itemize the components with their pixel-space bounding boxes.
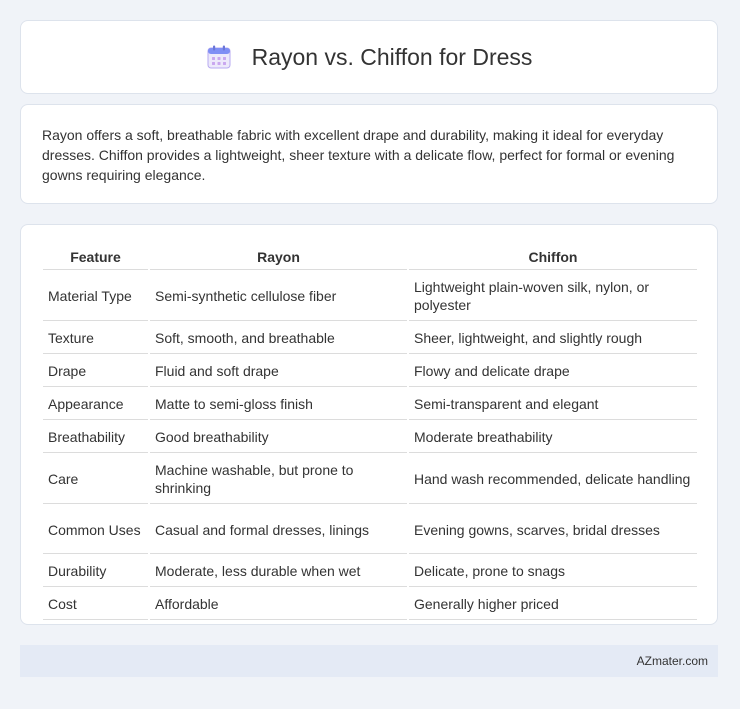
- comparison-table: [41, 243, 699, 622]
- chiffon-cell: Moderate breathability: [409, 422, 697, 453]
- intro-card: [20, 104, 718, 204]
- rayon-cell: Moderate, less durable when wet: [150, 556, 407, 587]
- rayon-cell: Machine washable, but prone to shrinking: [150, 455, 407, 504]
- rayon-cell: Soft, smooth, and breathable: [150, 323, 407, 354]
- rayon-cell: Matte to semi-gloss finish: [150, 389, 407, 420]
- feature-cell: Breathability: [43, 422, 148, 453]
- title-wrap: [206, 44, 533, 71]
- chiffon-cell: Semi-transparent and elegant: [409, 389, 697, 420]
- title-card: [20, 20, 718, 94]
- feature-cell: Common Uses: [43, 506, 148, 554]
- footer: [20, 645, 718, 677]
- table-row: [43, 272, 697, 321]
- feature-cell: Durability: [43, 556, 148, 587]
- chiffon-cell: Lightweight plain-woven silk, nylon, or polyester: [409, 272, 697, 321]
- rayon-cell: Casual and formal dresses, linings: [150, 506, 407, 554]
- header-feature: Feature: [43, 245, 148, 270]
- feature-cell: Appearance: [43, 389, 148, 420]
- table-row: [43, 556, 697, 587]
- table-row: [43, 323, 697, 354]
- chiffon-cell: Generally higher priced: [409, 589, 697, 620]
- table-row: [43, 356, 697, 387]
- rayon-cell: Fluid and soft drape: [150, 356, 407, 387]
- header-rayon: Rayon: [150, 245, 407, 270]
- calendar-icon: [206, 44, 232, 70]
- rayon-cell: Affordable: [150, 589, 407, 620]
- rayon-cell: Semi-synthetic cellulose fiber: [150, 272, 407, 321]
- feature-cell: Drape: [43, 356, 148, 387]
- chiffon-cell: Evening gowns, scarves, bridal dresses: [409, 506, 697, 554]
- header-chiffon: Chiffon: [409, 245, 697, 270]
- table-row: [43, 422, 697, 453]
- feature-cell: Care: [43, 455, 148, 504]
- feature-cell: Texture: [43, 323, 148, 354]
- table-row: [43, 389, 697, 420]
- chiffon-cell: Hand wash recommended, delicate handling: [409, 455, 697, 504]
- footer-site-link[interactable]: AZmater.com: [636, 654, 708, 668]
- feature-cell: Cost: [43, 589, 148, 620]
- table-row: [43, 506, 697, 554]
- page-title: Rayon vs. Chiffon for Dress: [251, 43, 533, 70]
- table-row: [43, 589, 697, 620]
- intro-text: Rayon offers a soft, breathable fabric with excellent drape and durability, making it ideal for everyday dresses. Chiffon provides a lightweight, sheer texture with a delicate flow, perfect for formal or evening gowns requiring elegance.: [42, 127, 675, 183]
- table-row: [43, 455, 697, 504]
- chiffon-cell: Delicate, prone to snags: [409, 556, 697, 587]
- chiffon-cell: Flowy and delicate drape: [409, 356, 697, 387]
- chiffon-cell: Sheer, lightweight, and slightly rough: [409, 323, 697, 354]
- feature-cell: Material Type: [43, 272, 148, 321]
- comparison-card: [20, 224, 718, 625]
- table-header-row: [43, 245, 697, 270]
- rayon-cell: Good breathability: [150, 422, 407, 453]
